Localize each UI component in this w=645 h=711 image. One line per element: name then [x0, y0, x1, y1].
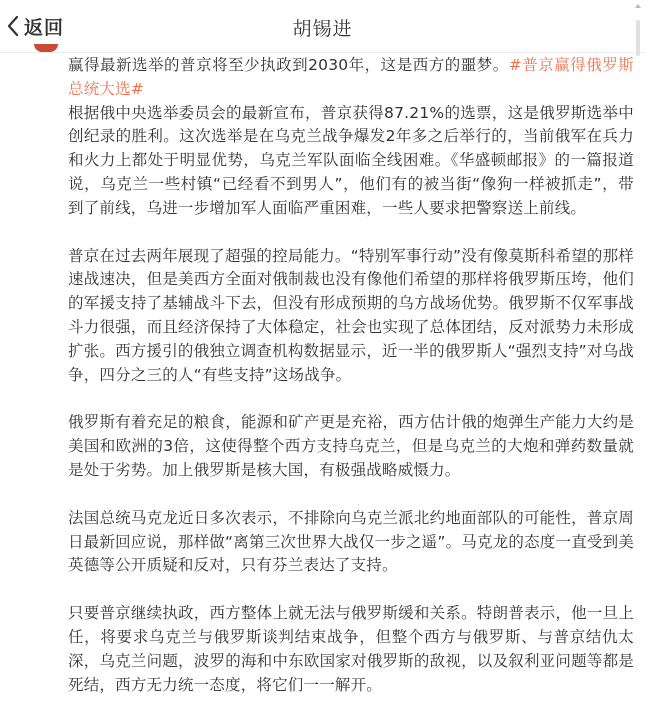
- post-content: [68, 54, 634, 697]
- scrollbar-thumb[interactable]: [636, 20, 640, 56]
- post-paragraph-1: [68, 54, 634, 102]
- top-navigation-bar: [0, 0, 645, 53]
- post-paragraph-5: 法国总统马克龙近日多次表示，不排除向乌克兰派北约地面部队的可能性，普京周日最新回应说，那样做“离第三次世界大战仅一步之遥”。马克龙的态度一直受到美英德等公开质疑和反对，只有芬兰表达了支持。: [68, 508, 634, 575]
- hashtag-link[interactable]: #普京赢得俄罗斯总统大选#: [68, 56, 634, 98]
- scrollbar[interactable]: [637, 0, 643, 711]
- paragraph-spacer: [68, 221, 634, 245]
- paragraph-spacer: [68, 578, 634, 602]
- paragraph-spacer: [68, 387, 634, 411]
- post-paragraph-6: 只要普京继续执政，西方整体上就无法与俄罗斯缓和关系。特朗普表示，他一旦上任，将要求乌克兰与俄罗斯谈判结束战争，但整个西方与俄罗斯、与普京结仇太深，乌克兰问题，波罗的海和中东欧国家对俄罗斯的敌视，以及叙利亚问题等都是死结，西方无力统一态度，将它们一一解开。: [68, 604, 634, 694]
- page-title: 胡锡进: [292, 18, 353, 40]
- post-paragraph-2: 根据俄中央选举委员会的最新宣布，普京获得87.21%的选票，这是俄罗斯选举中创纪录的胜利。这次选举是在乌克兰战争爆发2年多之后举行的，当前俄军在兵力和火力上都处于明显优势，乌克兰军队面临全线困难。《华盛顿邮报》的一篇报道说，乌克兰一些村镇“已经看不到男人”，他们有的被当街“像狗一样被抓走”，带到了前线，乌进一步增加军人面临严重困难，一些人要求把警察送上前线。: [68, 103, 634, 217]
- paragraph-spacer: [68, 483, 634, 507]
- scroll-up-arrow-icon[interactable]: [635, 4, 641, 8]
- post-paragraph-3: 普京在过去两年展现了超强的控局能力。“特别军事行动”没有像莫斯科希望的那样速战速决，但是美西方全面对俄制裁也没有像他们希望的那样将俄罗斯压垮，他们的军援支持了基辅战斗下去，但没有形成预期的乌方战场优势。俄罗斯不仅军事战斗力很强，而且经济保持了大体稳定，社会也实现了总体团结，反对派势力未形成扩张。西方援引的俄独立调查机构数据显示，近一半的俄罗斯人“强烈支持”对乌战争，四分之三的人“有些支持”这场战争。: [68, 246, 634, 384]
- post-paragraph-4: 俄罗斯有着充足的粮食，能源和矿产更是充裕，西方估计俄的炮弹生产能力大约是美国和欧洲的3倍，这使得整个西方支持乌克兰，但是乌克兰的大炮和弹药数量就是处于劣势。加上俄罗斯是核大国，有极强战略威慑力。: [68, 413, 634, 479]
- paragraph-text: 赢得最新选举的普京将至少执政到2030年，这是西方的噩梦。: [68, 56, 509, 74]
- back-label: 返回: [24, 16, 65, 39]
